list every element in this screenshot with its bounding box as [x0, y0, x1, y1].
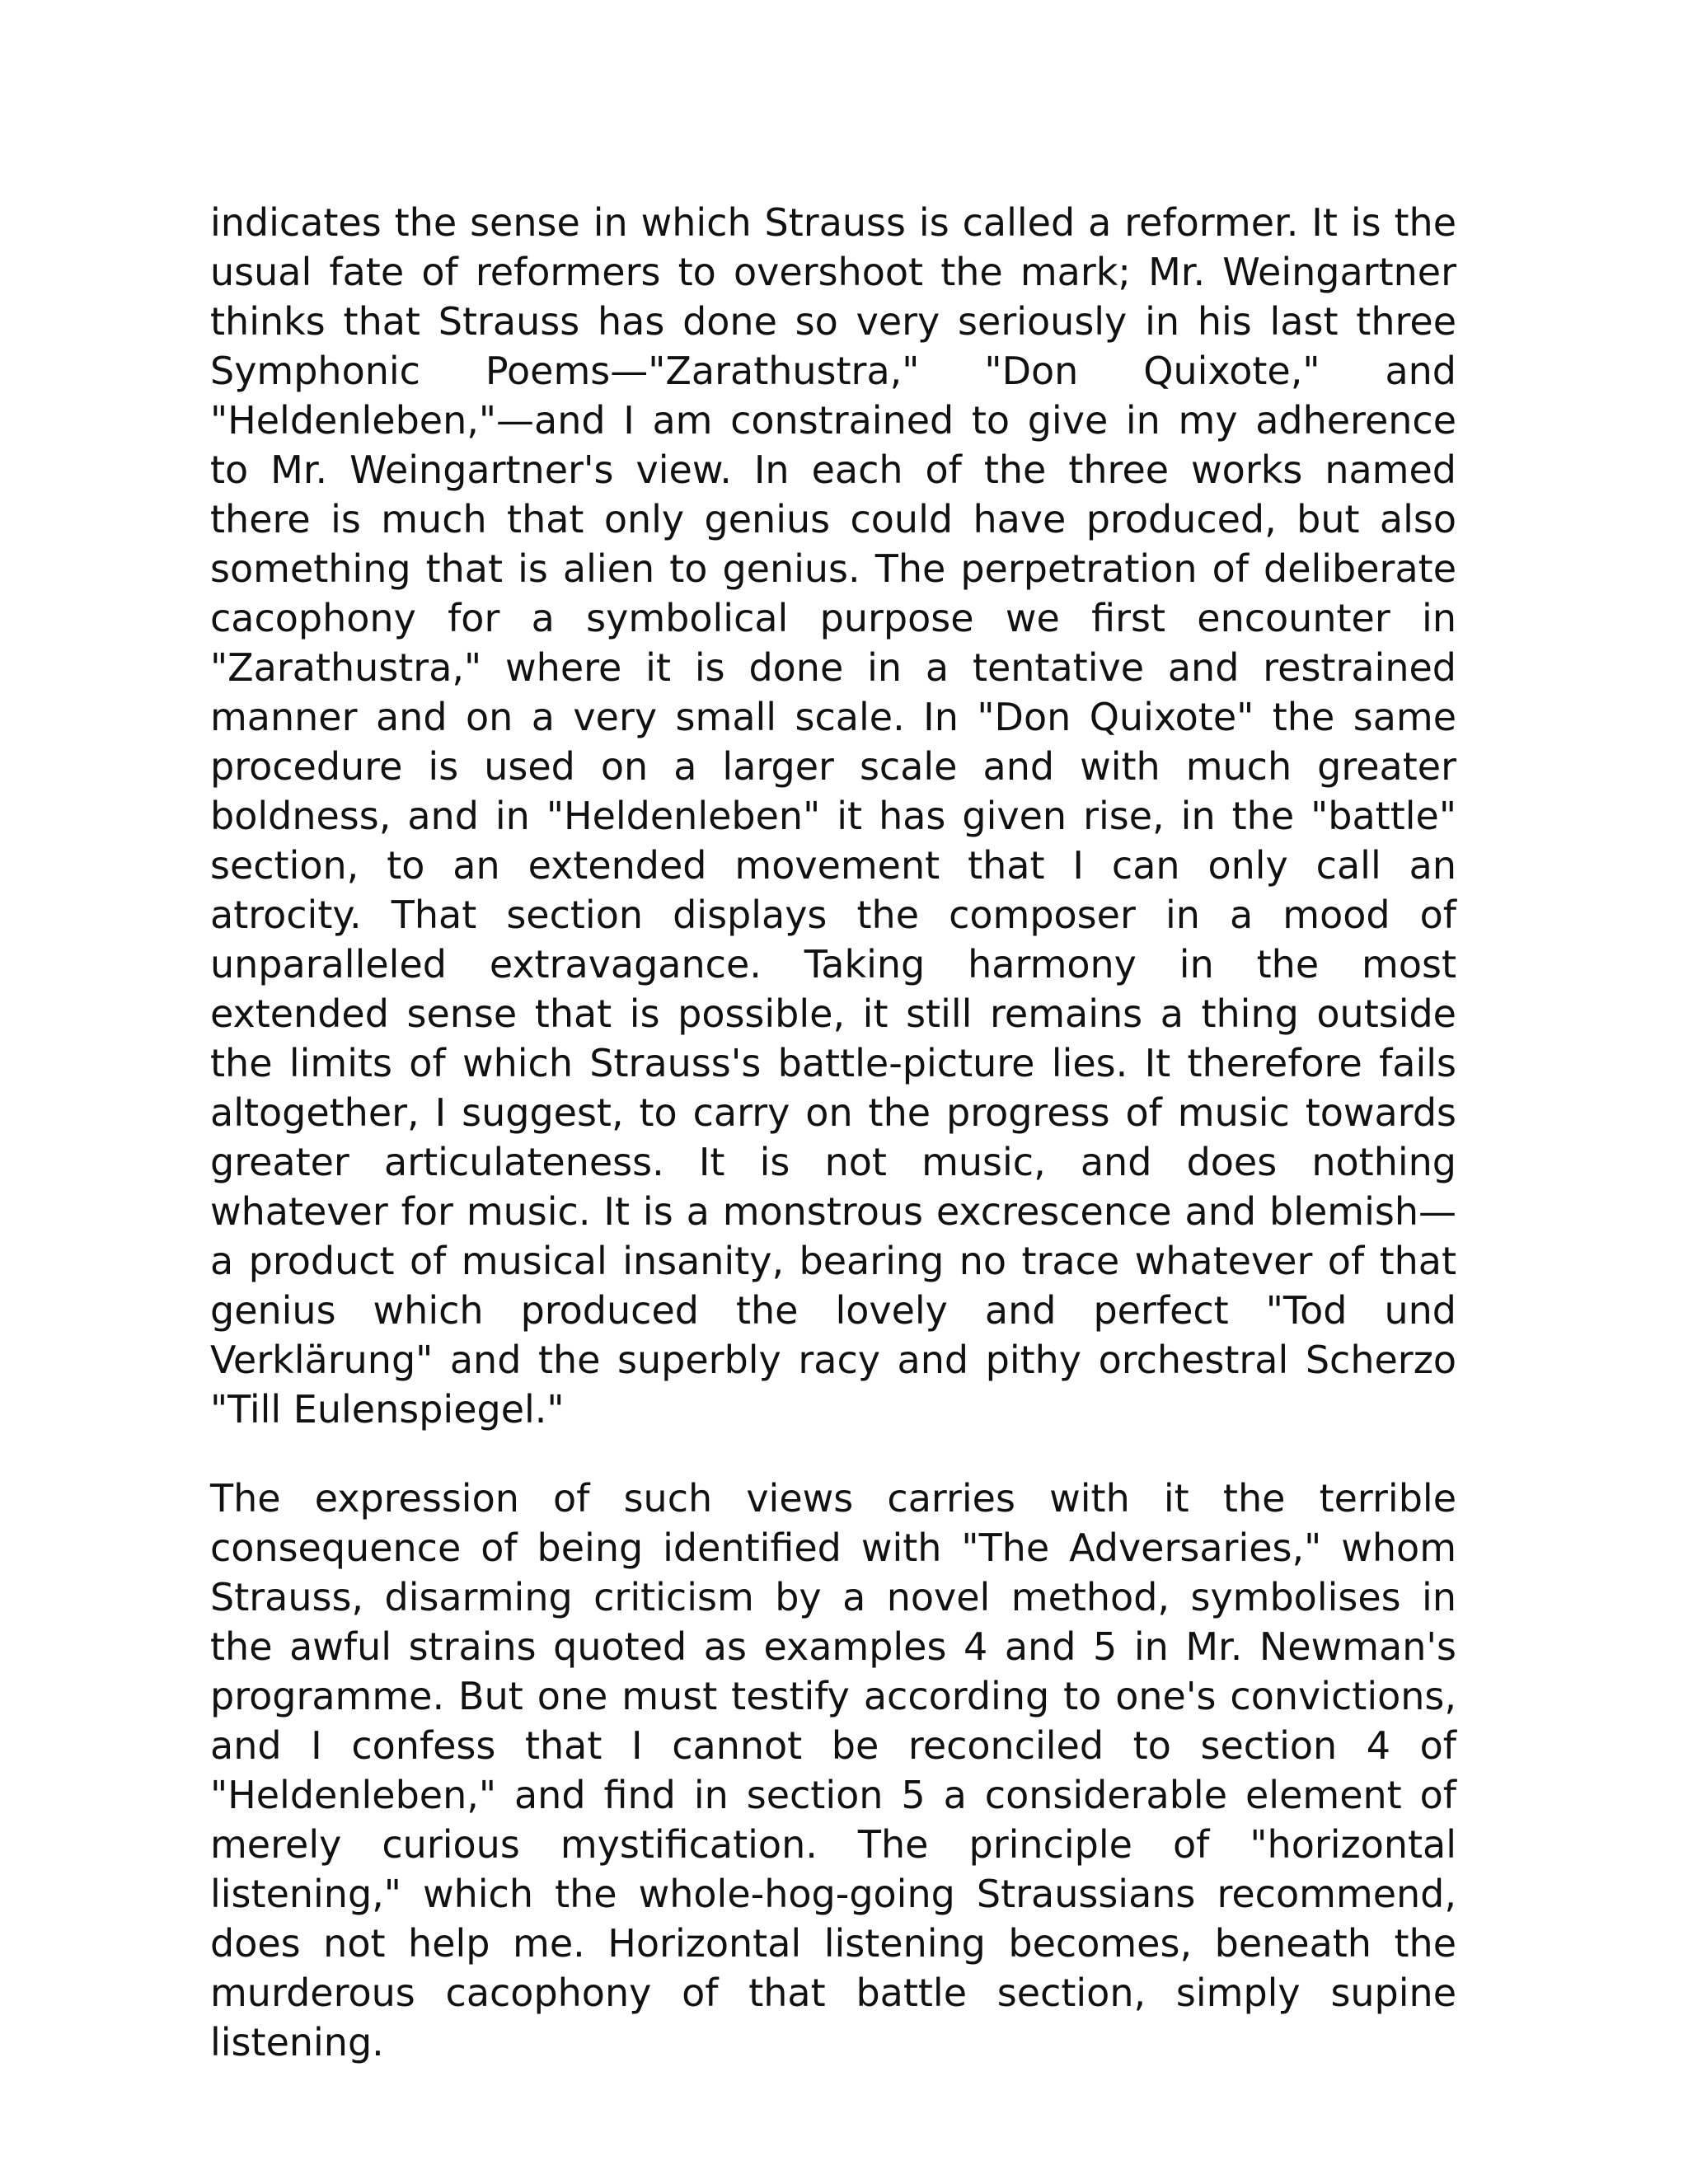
paragraph-2: The expression of such views carries with it the terrible consequence of being identified with "The Adversaries," whom Strauss, disarming criticism by a novel method, symbolises in the awful strains quoted as examples 4 and 5 in Mr. Newman's programme. But one must testify according to one's convictions, and I confess that I cannot be reconciled to section 4 of "Heldenleben," and find in section 5 a considerable element of merely curious mystification. The principle of "horizontal listening," which the whole-hog-going Straussians recommend, does not help me. Horizontal listening becomes, beneath the murderous cacophony of that battle section, simply supine listening.: [210, 1476, 1456, 2064]
paragraph-1: indicates the sense in which Strauss is called a reformer. It is the usual fate of reformers to overshoot the mark; Mr. Weingartner thinks that Strauss has done so very seriously in his last three Symphonic Poems—"Zarathustra," "Don Quixote," and "Heldenleben,"—and I am constrained to give in my adherence to Mr. Weingartner's view. In each of the three works named there is much that only genius could have produced, but also something that is alien to genius. The perpetration of deliberate cacophony for a symbolical purpose we first encounter in "Zarathustra," where it is done in a tentative and restrained manner and on a very small scale. In "Don Quixote" the same procedure is used on a larger scale and with much greater boldness, and in "Heldenleben" it has given rise, in the "battle" section, to an extended movement that I can only call an atrocity. That section displays the composer in a mood of unparalleled extravagance. Taking harmony in the most extended sense that is possible, it still remains a thing outside the limits of which Strauss's battle-picture lies. It therefore fails altogether, I suggest, to carry on the progress of music towards greater articulateness. It is not music, and does nothing whatever for music. It is a monstrous excrescence and blemish—a product of musical insanity, bearing no trace whatever of that genius which produced the lovely and perfect "Tod und Verklärung" and the superbly racy and pithy orchestral Scherzo "Till Eulenspiegel.": [210, 200, 1456, 1432]
document-page: [210, 198, 1456, 2067]
